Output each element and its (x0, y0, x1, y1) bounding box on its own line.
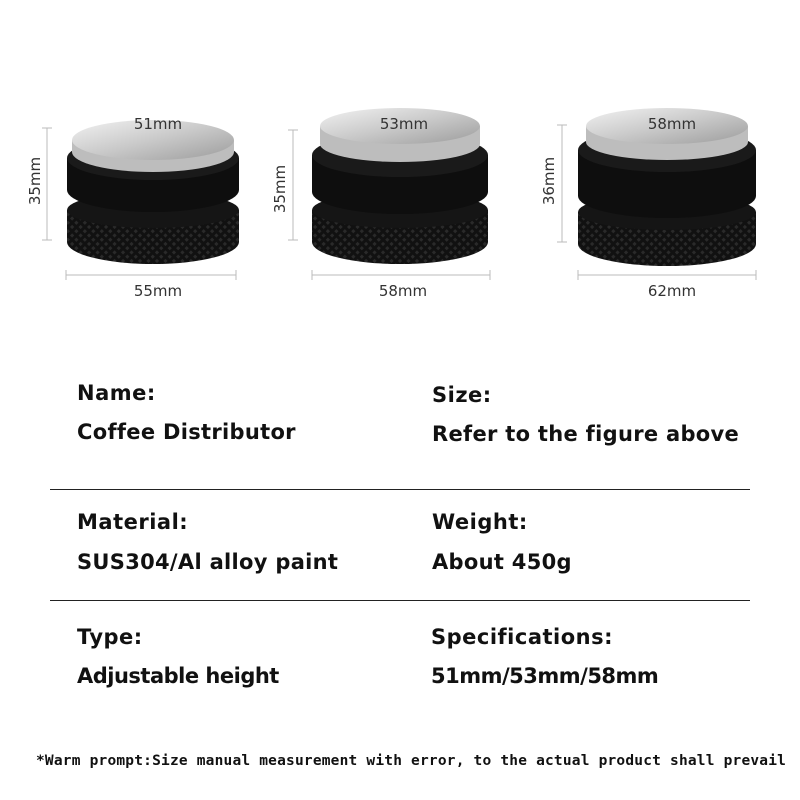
product-1 (0, 0, 260, 320)
type-value: Adjustable height (77, 664, 279, 688)
product-3 (520, 0, 800, 320)
height-label: 36mm (540, 156, 558, 206)
name-value: Coffee Distributor (77, 420, 296, 444)
size-title: Size: (432, 383, 492, 407)
width-label: 62mm (647, 282, 697, 300)
weight-value: About 450g (432, 550, 572, 574)
specifications-value: 51mm/53mm/58mm (431, 664, 659, 688)
top-diameter-label: 58mm (647, 115, 697, 133)
coffee-distributor-62mm-image (520, 0, 800, 320)
weight-title: Weight: (432, 510, 528, 534)
coffee-distributor-58mm-image (260, 0, 520, 320)
divider-1 (50, 489, 750, 490)
height-label: 35mm (271, 164, 289, 214)
type-title: Type: (77, 625, 143, 649)
height-label: 35mm (26, 156, 44, 206)
top-diameter-label: 53mm (379, 115, 429, 133)
product-2 (260, 0, 520, 320)
divider-2 (50, 600, 750, 601)
material-title: Material: (77, 510, 189, 534)
specifications-title: Specifications: (431, 625, 614, 649)
width-label: 55mm (133, 282, 183, 300)
width-label: 58mm (378, 282, 428, 300)
name-title: Name: (77, 381, 156, 405)
size-value: Refer to the figure above (432, 422, 740, 446)
top-diameter-label: 51mm (133, 115, 183, 133)
warm-prompt-note: *Warm prompt:Size manual measurement with error, to the actual product shall prevail (36, 753, 787, 769)
material-value: SUS304/Al alloy paint (77, 550, 339, 574)
